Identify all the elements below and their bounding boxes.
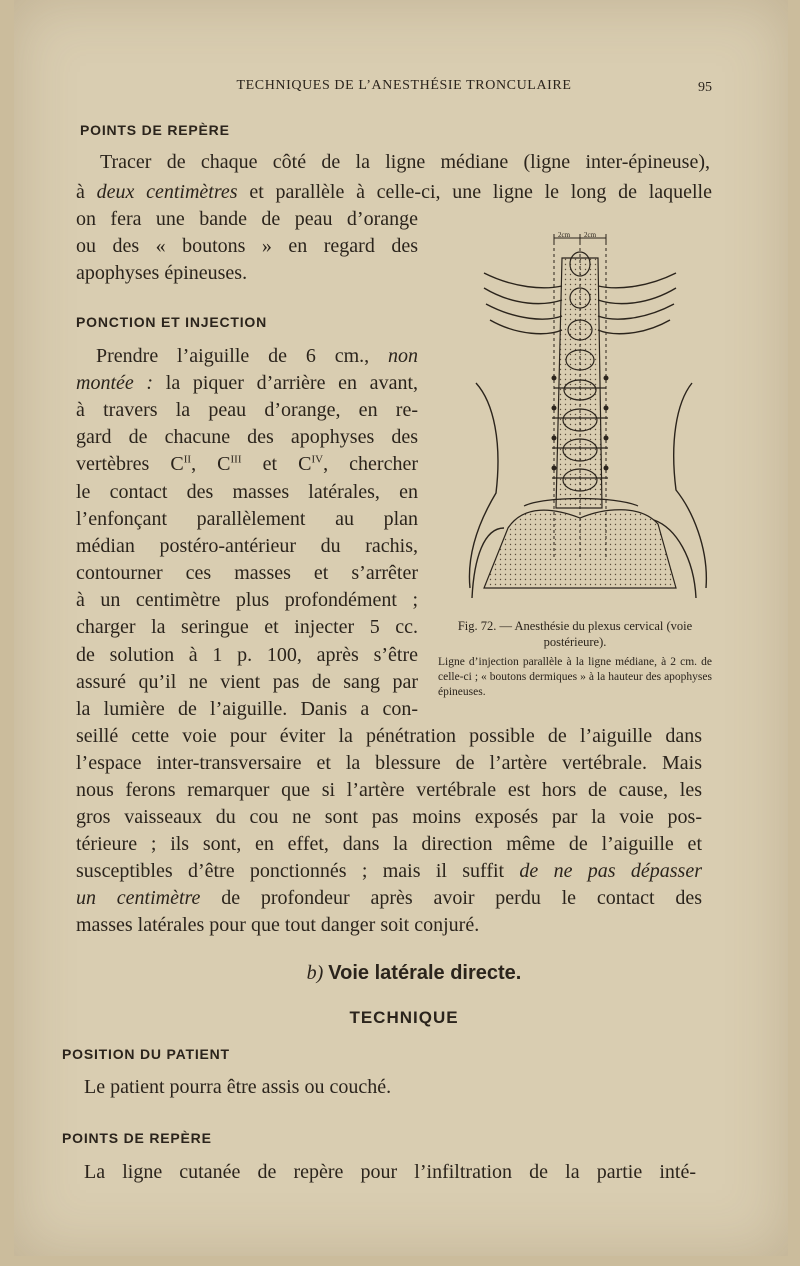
text-line: à un centimètre plus profondément ;: [76, 589, 418, 611]
text-line: gard de chacune des apophyses des: [76, 426, 418, 448]
dimension-label-right: 2cm: [584, 231, 597, 239]
text-line: ou des « boutons » en regard des: [76, 235, 418, 257]
text-line: montée : la piquer d’arrière en avant,: [76, 372, 418, 394]
text-line: la lumière de l’aiguille. Danis a con-: [76, 698, 418, 720]
text-line: susceptibles d’être ponctionnés ; mais il suffit de ne pas dépasser: [76, 860, 702, 882]
text-line: Tracer de chaque côté de la ligne médiane (ligne inter-épineuse),: [100, 151, 710, 173]
section-heading-position: POSITION DU PATIENT: [62, 1046, 230, 1062]
running-title: TECHNIQUES DE L’ANESTHÉSIE TRONCULAIRE: [236, 78, 572, 93]
figure-caption-title: Fig. 72. — Anesthésie du plexus cervical (voie postérieure).: [457, 619, 693, 650]
dimension-label-left: 2cm: [558, 231, 571, 239]
text-line: l’espace inter-transversaire et la blessure de l’artère vertébrale. Mais: [76, 752, 702, 774]
text-line: contourner ces masses et s’arrêter: [76, 562, 418, 584]
text-line: à deux centimètres et parallèle à celle-ci, une ligne le long de laquelle: [76, 181, 712, 203]
text-line: Le patient pourra être assis ou couché.: [84, 1076, 392, 1098]
section-heading-ponction: PONCTION ET INJECTION: [76, 314, 268, 330]
figure-caption-description: Ligne d’injection parallèle à la ligne médiane, à 2 cm. de celle-ci ; « boutons dermiques » à la hauteur des apophyses épineuses.: [438, 656, 712, 698]
text-line: masses latérales pour que tout danger soit conjuré.: [76, 914, 480, 936]
text-line: l’enfonçant parallèlement au plan: [76, 508, 418, 530]
cervical-spine-illustration: [444, 228, 716, 612]
text-line: assuré qu’il ne vient pas de sang par: [76, 671, 418, 693]
text-line: La ligne cutanée de repère pour l’infiltration de la partie inté-: [84, 1161, 696, 1183]
text-line: médian postéro-antérieur du rachis,: [76, 535, 418, 557]
subsection-title: b) Voie latérale directe.: [306, 962, 522, 984]
text-line: nous ferons remarquer que si l’artère vertébrale est hors de cause, les: [76, 779, 702, 801]
text-line: térieure ; ils sont, en effet, dans la direction même de l’aiguille et: [76, 833, 702, 855]
text-line: le contact des masses latérales, en: [76, 481, 418, 503]
section-heading-reperes-2: POINTS DE REPÈRE: [62, 1130, 212, 1146]
book-page: [14, 0, 788, 1256]
text-line: charger la seringue et injecter 5 cc.: [76, 616, 418, 638]
text-line: un centimètre de profondeur après avoir perdu le contact des: [76, 887, 702, 909]
text-line: on fera une bande de peau d’orange: [76, 208, 418, 230]
text-line: apophyses épineuses.: [76, 262, 248, 284]
text-line: de solution à 1 p. 100, après s’être: [76, 644, 418, 666]
text-line: Prendre l’aiguille de 6 cm., non: [96, 345, 418, 367]
text-line: seillé cette voie pour éviter la pénétration possible de l’aiguille dans: [76, 725, 702, 747]
section-heading-reperes: POINTS DE REPÈRE: [80, 122, 230, 138]
technique-heading: TECHNIQUE: [349, 1008, 459, 1027]
text-line: gros vaisseaux du cou ne sont pas moins exposés par la voie pos-: [76, 806, 702, 828]
page-number: 95: [698, 80, 712, 95]
text-line: à travers la peau d’orange, en re-: [76, 399, 418, 421]
text-line: vertèbres $C^{II}$, $C^{III}$ et $C^{IV}$, chercher: [76, 453, 418, 475]
